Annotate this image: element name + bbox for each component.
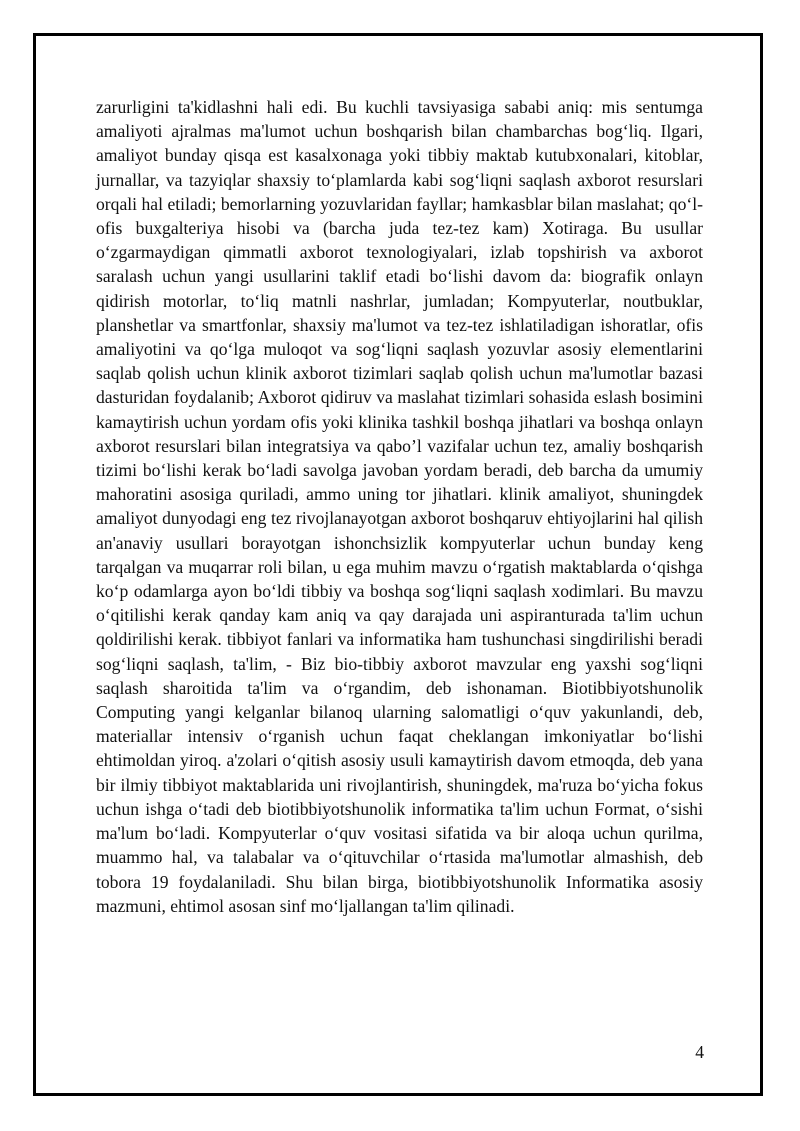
body-paragraph: zarurligini ta'kidlashni hali edi. Bu kuchli tavsiyasiga sababi aniq: mis sentumga amaliyoti ajralmas ma'lumot uchun boshqarish bilan chambarchas bog‘liq. Ilgari, amaliyot bunday qisqa est kasalxonaga yoki tibbiy maktab kutubxonalari, kitoblar, jurnallar, va tazyiqlar shaxsiy to‘plamlarda kabi sog‘liqni saqlash axborot resurslari orqali hal etiladi; bemorlarning yozuvlaridan fayllar; hamkasblar bilan maslahat; qo‘l-ofis buxgalteriya hisobi va (barcha juda tez-tez kam) Xotiraga. Bu usullar o‘zgarmaydigan qimmatli axborot texnologiyalari, izlab topshirish va axborot saralash uchun yangi usullarini taklif etadi bo‘lishi davom da: biografik onlayn qidirish motorlar, to‘liq matnli nashrlar, jumladan; Kompyuterlar, noutbuklar, planshetlar va smartfonlar, shaxsiy ma'lumot va tez-tez ishlatiladigan ishoratlar, ofis amaliyotini va qo‘lga muloqot va sog‘liqni saqlash yozuvlar asosiy elementlarini saqlab qolish uchun klinik axborot tizimlari saqlab qolish uchun ma'lumotlar bazasi dasturidan foydalanib; Axborot qidiruv va maslahat tizimlari sohasida eslash bosimini kamaytirish uchun yordam ofis yoki klinika tashkil boshqa jihatlari va boshqa onlayn axborot resurslari bilan integratsiya va qabo’l vazifalar uchun tez, amaliy boshqarish tizimi bo‘lishi kerak bo‘ladi savolga javoban yordam beradi, deb barcha da umumiy mahoratini asosiga quriladi, ammo uning tor jihatlari. klinik amaliyot, shuningdek amaliyot dunyodagi eng tez rivojlanayotgan axborot boshqaruv ehtiyojlarini hal qilish an'anaviy usullari borayotgan ishonchsizlik kompyuterlar uchun bunday keng tarqalgan va muqarrar roli bilan, u ega muhim mavzu o‘rgatish maktablarda o‘qishga ko‘p odamlarga ayon bo‘ldi tibbiy va boshqa sog‘liqni saqlash xodimlari. Bu mavzu o‘qitilishi kerak qanday kam aniq va qay darajada uni aspiranturada ta'lim uchun qoldirilishi kerak. tibbiyot fanlari va informatika ham tushunchasi singdirilishi beradi sog‘liqni saqlash, ta'lim, - Biz bio-tibbiy axborot mavzular eng yaxshi sog‘liqni saqlash sharoitida ta'lim va o‘rgandim, deb ishonaman. Biotibbiyotshunolik Computing yangi kelganlar bilanoq ularning salomatligi o‘quv yakunlandi, deb, materiallar intensiv o‘rganish uchun faqat cheklangan imkoniyatlar bo‘lishi ehtimoldan yiroq. a'zolari o‘qitish asosiy usuli kamaytirish davom etmoqda, deb yana bir ilmiy tibbiyot maktablarida uni rivojlantirish, shuningdek, ma'ruza bo‘yicha fokus uchun ishga o‘tadi deb biotibbiyotshunolik informatika ta'lim uchun Format, o‘sishi ma'lum bo‘ladi. Kompyuterlar o‘quv vositasi sifatida va bir aloqa uchun qurilma, muammo hal, va talabalar va o‘qituvchilar o‘rtasida ma'lumotlar almashish, deb tobora 19 foydalaniladi. Shu bilan birga, biotibbiyotshunolik Informatika asosiy mazmuni, ehtimol asosan sinf mo‘ljallangan ta'lim qilinadi. — [96, 97, 703, 916]
page-number: 4 — [695, 1042, 704, 1062]
